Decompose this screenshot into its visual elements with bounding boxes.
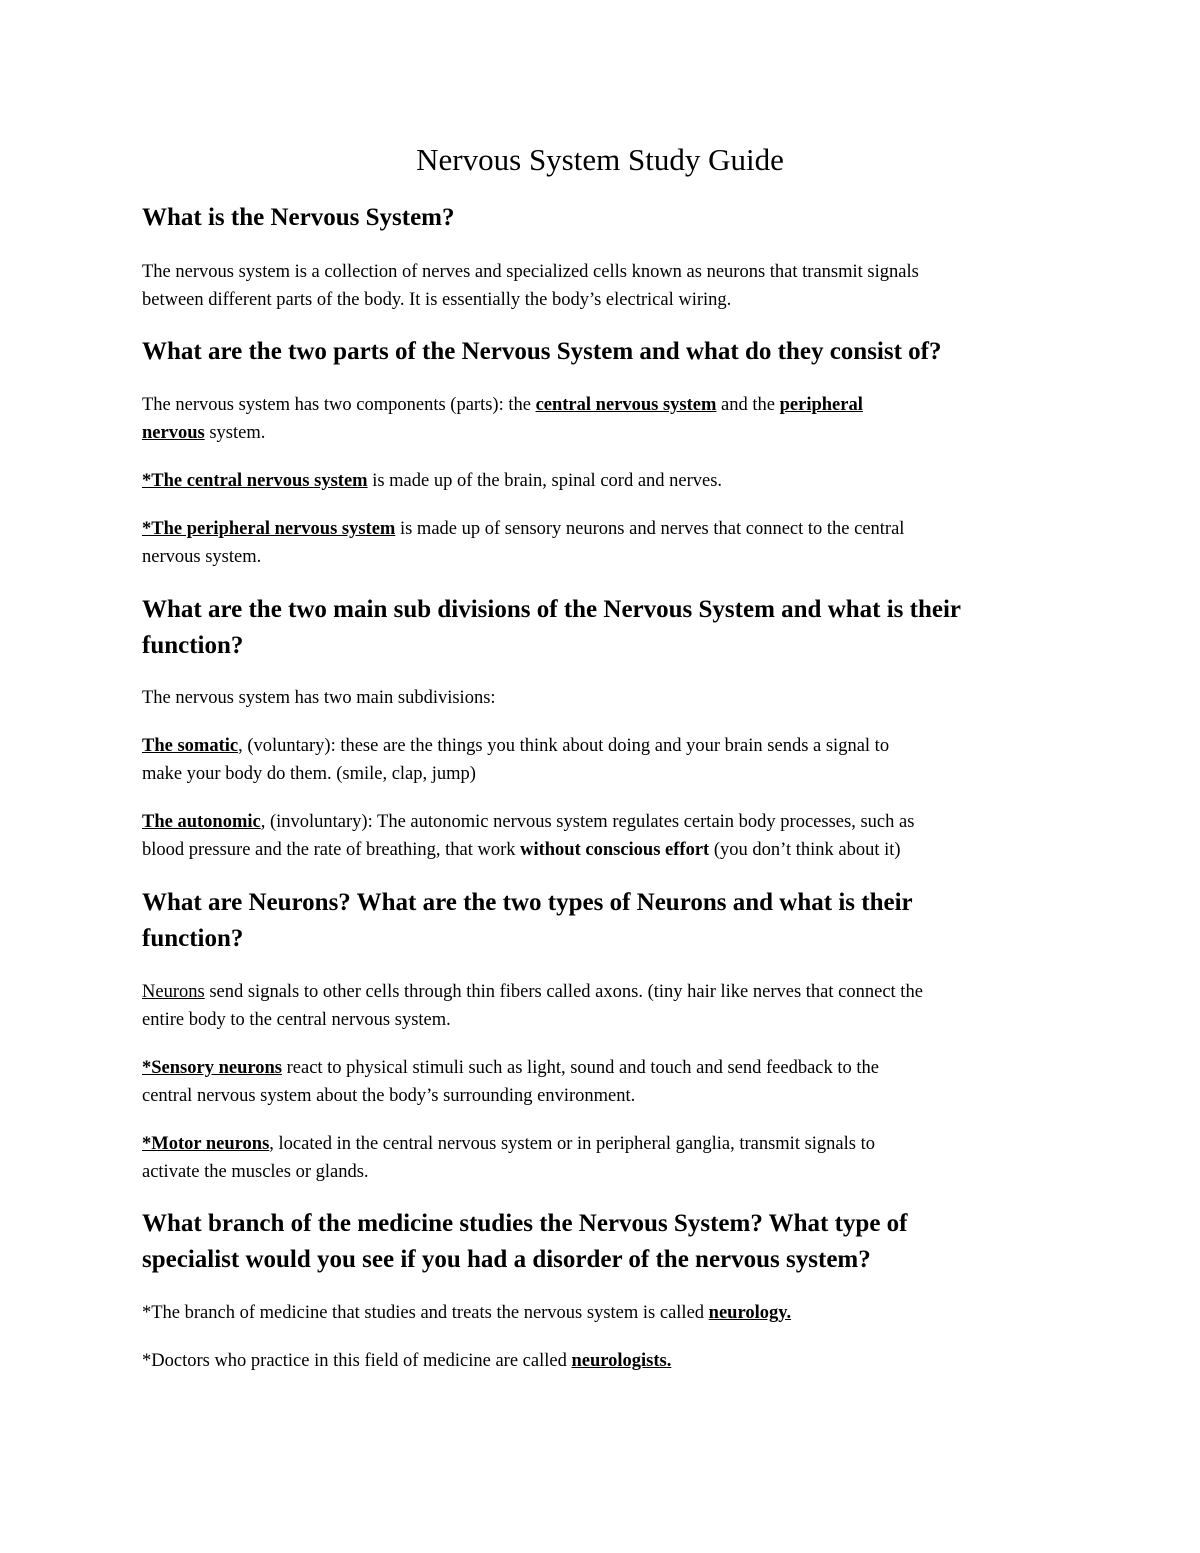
paragraph-subdivisions-intro: The nervous system has two main subdivisions: [142, 688, 496, 708]
text-run: *Doctors who practice in this field of medicine are called [142, 1351, 572, 1371]
text-run: (you don’t think about it) [709, 840, 901, 860]
page-title: Nervous System Study Guide [416, 142, 784, 177]
term-autonomic: The autonomic [142, 812, 261, 832]
paragraph-somatic [142, 732, 1057, 788]
text-run: , (voluntary): these are the things you think about doing and your brain sends a signal to [238, 736, 890, 756]
heading-line: What are Neurons? What are the two types of Neurons and what is their [142, 889, 913, 916]
term-sensory-neurons: *Sensory neurons [142, 1058, 282, 1078]
paragraph-motor-neurons [142, 1130, 1057, 1186]
paragraph-pns [142, 515, 1057, 571]
text-run: system. [204, 423, 266, 443]
paragraph-autonomic [142, 808, 1057, 864]
text-run: and the [716, 395, 780, 415]
term-neurology: neurology. [708, 1303, 792, 1323]
paragraph-neurology [142, 1299, 1057, 1327]
paragraph-sensory-neurons [142, 1054, 1057, 1110]
heading-two-parts: What are the two parts of the Nervous System and what do they consist of? [142, 338, 942, 365]
text-run: central nervous system about the body’s surrounding environment. [142, 1086, 636, 1106]
heading-line: What are the two main sub divisions of the Nervous System and what is their [142, 596, 962, 623]
text-run: send signals to other cells through thin fibers called axons. (tiny hair like nerves that connect the [204, 982, 923, 1002]
term-neurons: Neurons [142, 982, 205, 1002]
paragraph-neurons [142, 978, 1057, 1034]
paragraph-cns [142, 467, 1057, 495]
text-run: *The branch of medicine that studies and treats the nervous system is called [142, 1303, 709, 1323]
text-run: entire body to the central nervous system. [142, 1010, 451, 1030]
paragraph-line: The nervous system is a collection of nerves and specialized cells known as neurons that transmit signals [142, 262, 919, 282]
heading-line: specialist would you see if you had a disorder of the nervous system? [142, 1246, 871, 1273]
heading-line: What branch of the medicine studies the Nervous System? What type of [142, 1210, 908, 1237]
term-peripheral: peripheral [779, 395, 863, 415]
paragraph-two-components [142, 391, 1057, 447]
heading-neurons [142, 885, 1062, 957]
heading-line: function? [142, 925, 244, 952]
heading-line: function? [142, 632, 244, 659]
text-run: activate the muscles or glands. [142, 1162, 369, 1182]
text-run: nervous system. [142, 547, 262, 567]
emphasis-text: without conscious effort [520, 840, 710, 860]
text-run: blood pressure and the rate of breathing, that work [142, 840, 521, 860]
text-run: , located in the central nervous system or in peripheral ganglia, transmit signals to [269, 1134, 875, 1154]
text-run: is made up of sensory neurons and nerves that connect to the central [395, 519, 905, 539]
paragraph-neurologists [142, 1347, 1057, 1375]
term-somatic: The somatic [142, 736, 239, 756]
term-nervous: nervous [142, 423, 205, 443]
term-neurologists: neurologists. [571, 1351, 672, 1371]
term-central-nervous-system: central nervous system [535, 395, 717, 415]
heading-sub-divisions [142, 592, 1062, 664]
term-cns: *The central nervous system [142, 471, 368, 491]
term-motor-neurons: *Motor neurons [142, 1134, 270, 1154]
text-run: is made up of the brain, spinal cord and nerves. [367, 471, 723, 491]
text-run: , (involuntary): The autonomic nervous system regulates certain body processes, such as [260, 812, 915, 832]
heading-medicine-branch [142, 1206, 1062, 1278]
text-run: The nervous system has two components (parts): the [142, 395, 536, 415]
text-run: react to physical stimuli such as light, sound and touch and send feedback to the [281, 1058, 879, 1078]
text-run: make your body do them. (smile, clap, jump) [142, 764, 476, 784]
paragraph-definition [142, 258, 1057, 314]
heading-what-is-nervous-system: What is the Nervous System? [142, 204, 455, 231]
paragraph-line: between different parts of the body. It is essentially the body’s electrical wiring. [142, 290, 732, 310]
term-pns: *The peripheral nervous system [142, 519, 396, 539]
